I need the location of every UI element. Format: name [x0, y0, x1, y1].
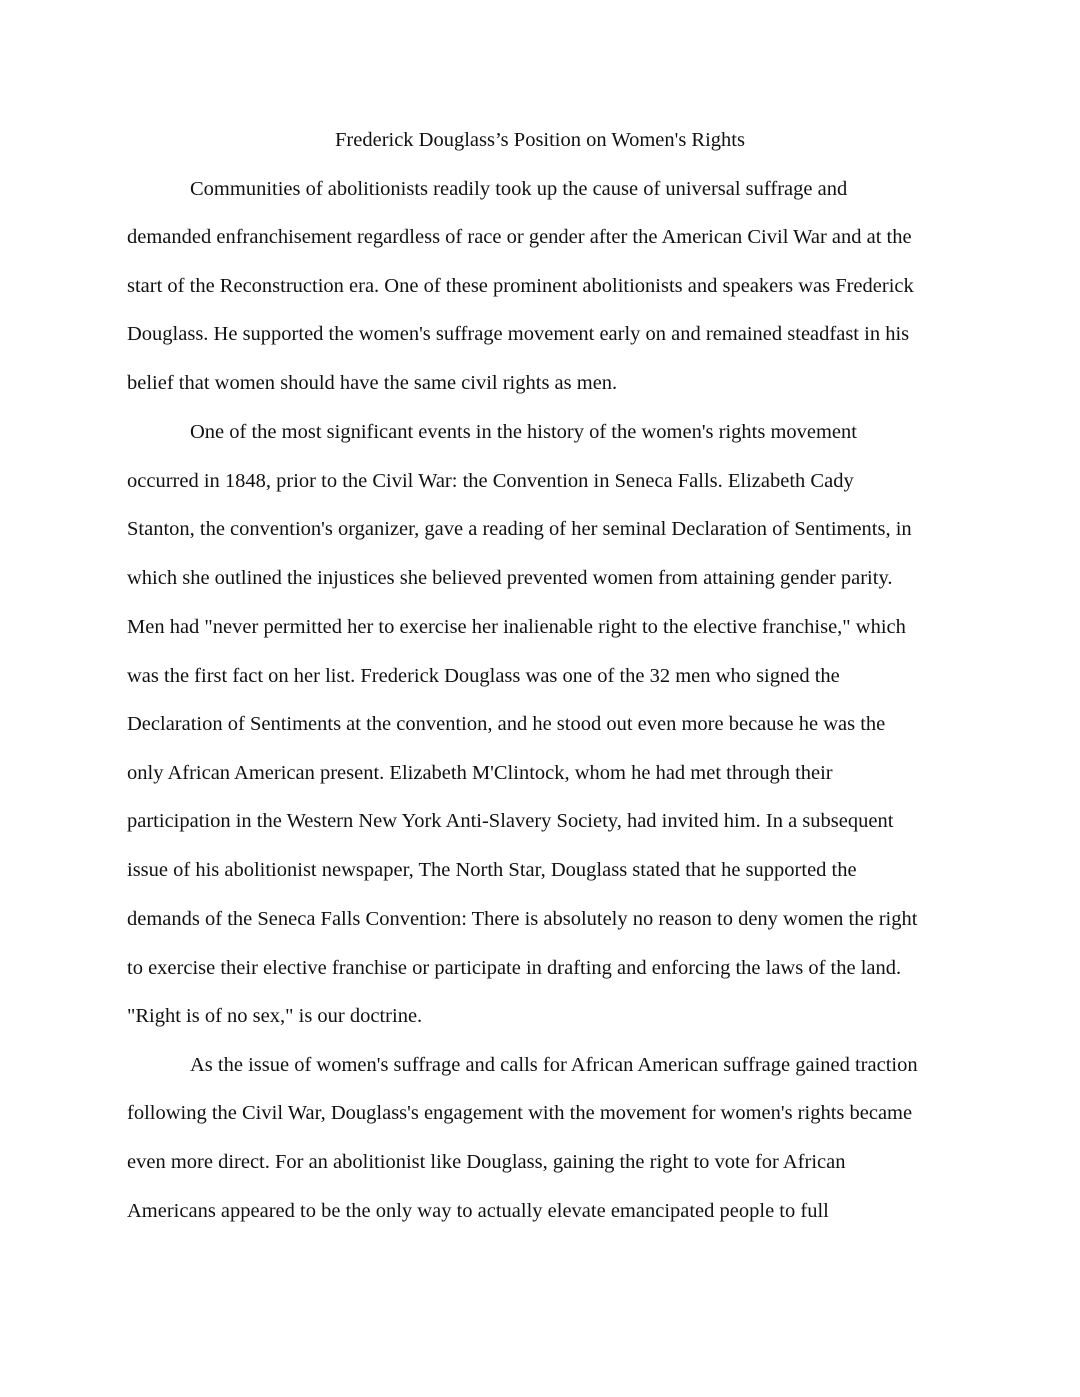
paragraph-2-line-13: "Right is of no sex," is our doctrine.: [127, 1005, 423, 1027]
paragraph-3-line-1: As the issue of women's suffrage and calls for African American suffrage gained traction: [190, 1054, 918, 1076]
document-title: Frederick Douglass’s Position on Women's Rights: [335, 129, 745, 151]
paragraph-2-line-9: participation in the Western New York Anti-Slavery Society, had invited him. In a subsequent: [127, 810, 894, 832]
paragraph-3-line-3: even more direct. For an abolitionist like Douglass, gaining the right to vote for African: [127, 1151, 846, 1173]
paragraph-1-line-2: demanded enfranchisement regardless of race or gender after the American Civil War and at the: [127, 226, 912, 248]
paragraph-2-line-11: demands of the Seneca Falls Convention: There is absolutely no reason to deny women the right: [127, 908, 918, 930]
paragraph-1-line-3: start of the Reconstruction era. One of these prominent abolitionists and speakers was Frederick: [127, 275, 914, 297]
paragraph-3-line-2: following the Civil War, Douglass's engagement with the movement for women's rights became: [127, 1102, 913, 1124]
paragraph-2-line-4: which she outlined the injustices she believed prevented women from attaining gender parity.: [127, 567, 893, 589]
paragraph-1-line-5: belief that women should have the same civil rights as men.: [127, 372, 618, 394]
paragraph-2-line-2: occurred in 1848, prior to the Civil War: the Convention in Seneca Falls. Elizabeth Cady: [127, 470, 854, 492]
paragraph-2-line-3: Stanton, the convention's organizer, gave a reading of her seminal Declaration of Sentiments, in: [127, 518, 912, 540]
paragraph-1-line-1: Communities of abolitionists readily took up the cause of universal suffrage and: [190, 178, 848, 200]
paragraph-3-line-4: Americans appeared to be the only way to actually elevate emancipated people to full: [127, 1200, 829, 1222]
paragraph-2-line-7: Declaration of Sentiments at the convention, and he stood out even more because he was the: [127, 713, 886, 735]
paragraph-2-line-6: was the first fact on her list. Frederick Douglass was one of the 32 men who signed the: [127, 665, 840, 687]
paragraph-2-line-1: One of the most significant events in the history of the women's rights movement: [190, 421, 857, 443]
paragraph-2-line-12: to exercise their elective franchise or participate in drafting and enforcing the laws of the land.: [127, 957, 902, 979]
paragraph-2-line-10: issue of his abolitionist newspaper, The North Star, Douglass stated that he supported the: [127, 859, 857, 881]
paragraph-2-line-5: Men had "never permitted her to exercise her inalienable right to the elective franchise," which: [127, 616, 906, 638]
paragraph-2-line-8: only African American present. Elizabeth M'Clintock, whom he had met through their: [127, 762, 833, 784]
paragraph-1-line-4: Douglass. He supported the women's suffrage movement early on and remained steadfast in his: [127, 323, 910, 345]
